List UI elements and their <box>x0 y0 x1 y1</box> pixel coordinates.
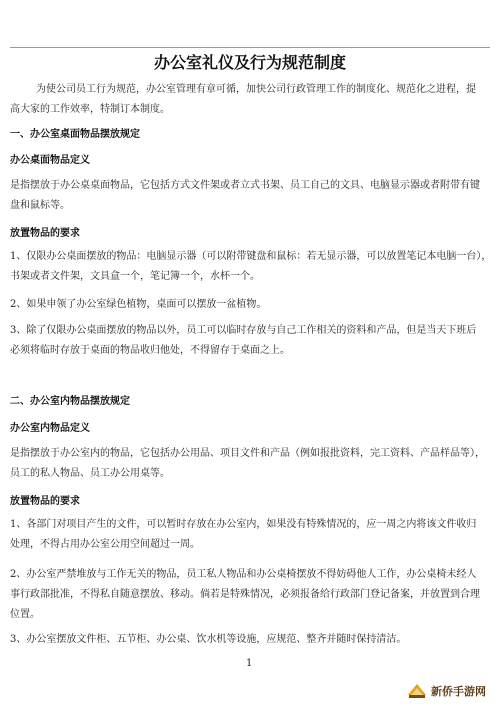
text-line: 事行政部批准，不得私自随意摆放、移动。倘若是特殊情况，必须报备给行政部门登记备案，并放置到合理 <box>10 589 480 600</box>
text-line: 2、办公室严禁堆放与工作无关的物品，员工私人物品和办公桌椅摆放不得妨碍他人工作，办公桌椅未经人 <box>10 569 477 580</box>
text-line: 1、各部门对项目产生的文件，可以暂时存放在办公室内，如果没有特殊情况的，应一周之内将该文件收归 <box>10 519 477 530</box>
section1-def-heading: 办公桌面物品定义 <box>10 155 90 166</box>
section1-req-item-1 <box>10 247 490 287</box>
intro-line: 为使公司员工行为规范，办公室管理有章可循，加快公司行政管理工作的制度化、规范化之进程，提 <box>36 84 476 95</box>
text-line: 盘和鼠标等。 <box>10 200 70 211</box>
watermark-text: 新侨手游网 <box>431 685 486 698</box>
text-line: 员工的私人物品、员工办公用桌等。 <box>10 468 170 479</box>
section2-req-heading: 放置物品的要求 <box>10 496 80 507</box>
section1-req-item-2 <box>10 295 490 315</box>
header-rule <box>10 47 490 48</box>
section1-req-heading: 放置物品的要求 <box>10 228 80 239</box>
section1-heading: 一、办公室桌面物品摆放规定 <box>10 129 140 140</box>
section1-req-item-3 <box>10 321 490 361</box>
text-line: 3、除了仅限办公桌面摆放的物品以外，员工可以临时存放与自己工作相关的资料和产品，但是当天下班后 <box>10 325 477 336</box>
section2-req-item-1 <box>10 515 490 555</box>
text-line: 书架或者文件架，文具盒一个，笔记簿一个，水杯一个。 <box>10 271 260 282</box>
text-line: 是指摆放于办公室内的物品，它包括办公用品、项目文件和产品（例如报批资料，完工资料、产品样品等）， <box>10 448 485 459</box>
document-title: 办公室礼仪及行为规范制度 <box>153 53 346 72</box>
section2-req-item-2 <box>10 565 490 625</box>
section2-def-heading: 办公室内物品定义 <box>10 423 90 434</box>
section1-def-text <box>10 176 490 216</box>
intro-paragraph <box>10 80 490 120</box>
text-line: 3、办公室摆放文件柜、五节柜、办公桌、饮水机等设施，应规范、整齐并随时保持清洁。 <box>10 634 407 645</box>
watermark-logo-icon <box>406 681 428 701</box>
text-line: 2、如果申领了办公室绿色植物，桌面可以摆放一盆植物。 <box>10 299 267 310</box>
section2-def-text <box>10 444 490 484</box>
section2-heading: 二、办公室内物品摆放规定 <box>10 396 130 407</box>
text-line: 处理，不得占用办公室公用空间超过一周。 <box>10 539 200 550</box>
text-line: 是指摆放于办公桌桌面物品，它包括方式文件架或者立式书架、员工自己的文具、电脑显示器或者附带有键 <box>10 180 480 191</box>
section2-req-item-3 <box>10 630 490 650</box>
site-watermark <box>406 679 494 703</box>
text-line: 1、仅限办公桌面摆放的物品：电脑显示器（可以附带键盘和鼠标：若无显示器，可以放置笔记本电脑一台）， <box>10 251 492 262</box>
page-number: 1 <box>246 658 253 669</box>
text-line: 必须将临时存放于桌面的物品收归他处，不得留存于桌面之上。 <box>10 345 290 356</box>
intro-line: 高大家的工作效率，特制订本制度。 <box>10 104 170 115</box>
text-line: 位置。 <box>10 609 40 620</box>
